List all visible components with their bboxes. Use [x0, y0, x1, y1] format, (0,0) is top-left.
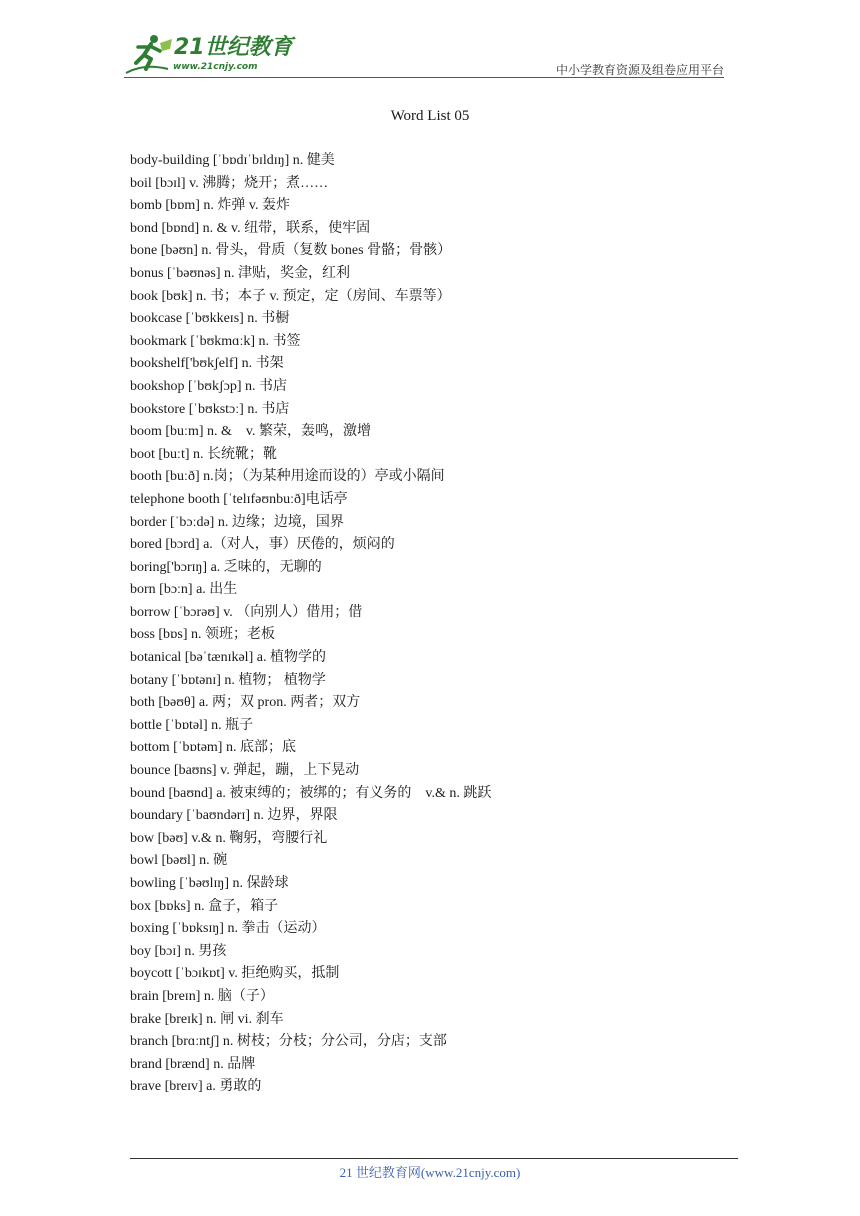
logo	[124, 33, 293, 77]
word-entry: boycott [ˈbɔɪkɒt] v. 拒绝购买，抵制	[130, 966, 340, 982]
platform-title: 中小学教育资源及组卷应用平台	[555, 63, 724, 77]
footer-divider	[130, 1158, 738, 1159]
word-entry: bowling [ˈbəʊlɪŋ] n. 保龄球	[130, 876, 289, 891]
word-entry: boundary [ˈbaʊndərɪ] n. 边界，界限	[130, 808, 338, 824]
word-entry: borrow [ˈbɔrəʊ] v. （向别人）借用；借	[130, 604, 363, 620]
word-entry: bounce [baʊns] v. 弹起，蹦，上下晃动	[130, 763, 360, 779]
word-entry: brave [breɪv] a. 勇敢的	[130, 1079, 262, 1095]
word-entry: bottom [ˈbɒtəm] n. 底部；底	[130, 740, 296, 756]
word-entry: botany [ˈbɒtənɪ] n. 植物； 植物学	[130, 672, 326, 688]
logo-url: www.21cnjy.com	[173, 62, 258, 72]
word-entry: boil [bɔɪl] v. 沸腾；烧开；煮……	[130, 175, 329, 191]
word-entry: brake [breɪk] n. 闸 vi. 刹车	[130, 1011, 284, 1027]
word-entry: boring['bɔrɪŋ] a. 乏味的，无聊的	[130, 559, 322, 575]
word-entry: booth [buːð] n.岗；（为某种用途而设的）亭或小隔间	[130, 469, 445, 485]
word-entry: bomb [bɒm] n. 炸弹 v. 轰炸	[130, 198, 291, 214]
word-entry: bottle [ˈbɒtəl] n. 瓶子	[130, 717, 254, 733]
runner-logo-icon	[124, 33, 176, 77]
page-title: Word List 05	[390, 108, 470, 124]
word-entry: bookmark [ˈbʊkmɑːk] n. 书签	[130, 333, 301, 349]
word-entry: boss [bɒs] n. 领班；老板	[130, 627, 275, 643]
word-entry: both [bəʊθ] a. 两；双 pron. 两者；双方	[130, 695, 361, 711]
word-entry: bound [baʊnd] a. 被束缚的；被绑的；有义务的 v.& n. 跳跃	[130, 785, 492, 801]
page-header	[0, 0, 860, 80]
word-entry: bowl [bəʊl] n. 碗	[130, 853, 228, 869]
word-entry: bow [bəʊ] v.& n. 鞠躬，弯腰行礼	[130, 830, 328, 846]
word-entry: book [bʊk] n. 书；本子 v. 预定，定（房间、车票等）	[130, 288, 451, 304]
word-entry: bone [bəʊn] n. 骨头，骨质（复数 bones 骨骼；骨骸）	[130, 243, 452, 259]
word-list	[130, 150, 750, 1099]
word-entry: boot [buːt] n. 长统靴；靴	[130, 446, 277, 462]
word-entry: box [bɒks] n. 盒子，箱子	[130, 898, 279, 914]
word-entry: bookstore [ˈbʊkstɔː] n. 书店	[130, 401, 290, 417]
header-divider	[124, 77, 724, 78]
word-entry: brand [brænd] n. 品牌	[130, 1056, 256, 1072]
word-entry: boxing [ˈbɒksɪŋ] n. 拳击（运动）	[130, 921, 326, 937]
word-entry: brain [breɪn] n. 脑（子）	[130, 988, 274, 1004]
word-entry: branch [brɑːntʃ] n. 树枝；分枝；分公司，分店；支部	[130, 1034, 447, 1050]
word-entry: telephone booth [ˈtelɪfəʊnbuːð]电话亭	[130, 491, 348, 507]
word-entry: border [ˈbɔːdə] n. 边缘；边境，国界	[130, 514, 344, 530]
logo-name: 21世纪教育	[174, 35, 293, 60]
word-entry: bookshelf['bʊkʃelf] n. 书架	[130, 356, 284, 372]
footer-link[interactable]: 21 世纪教育网(www.21cnjy.com)	[339, 1165, 521, 1180]
word-entry: body-building [ˈbɒdɪˈbɪldɪŋ] n. 健美	[130, 153, 335, 168]
word-entry: born [bɔːn] a. 出生	[130, 582, 238, 598]
word-entry: bookcase [ˈbʊkkeɪs] n. 书橱	[130, 311, 290, 327]
word-entry: bonus [ˈbəʊnəs] n. 津贴，奖金，红利	[130, 265, 350, 281]
word-entry: bored [bɔrd] a.（对人，事）厌倦的，烦闷的	[130, 537, 395, 553]
word-entry: boy [bɔɪ] n. 男孩	[130, 943, 227, 959]
word-entry: bookshop [ˈbʊkʃɔp] n. 书店	[130, 378, 287, 394]
word-entry: bond [bɒnd] n. & v. 纽带，联系，使牢固	[130, 220, 371, 236]
word-entry: boom [buːm] n. & v. 繁荣，轰鸣，激增	[130, 424, 371, 440]
word-entry: botanical [bəˈtænɪkəl] a. 植物学的	[130, 650, 326, 666]
